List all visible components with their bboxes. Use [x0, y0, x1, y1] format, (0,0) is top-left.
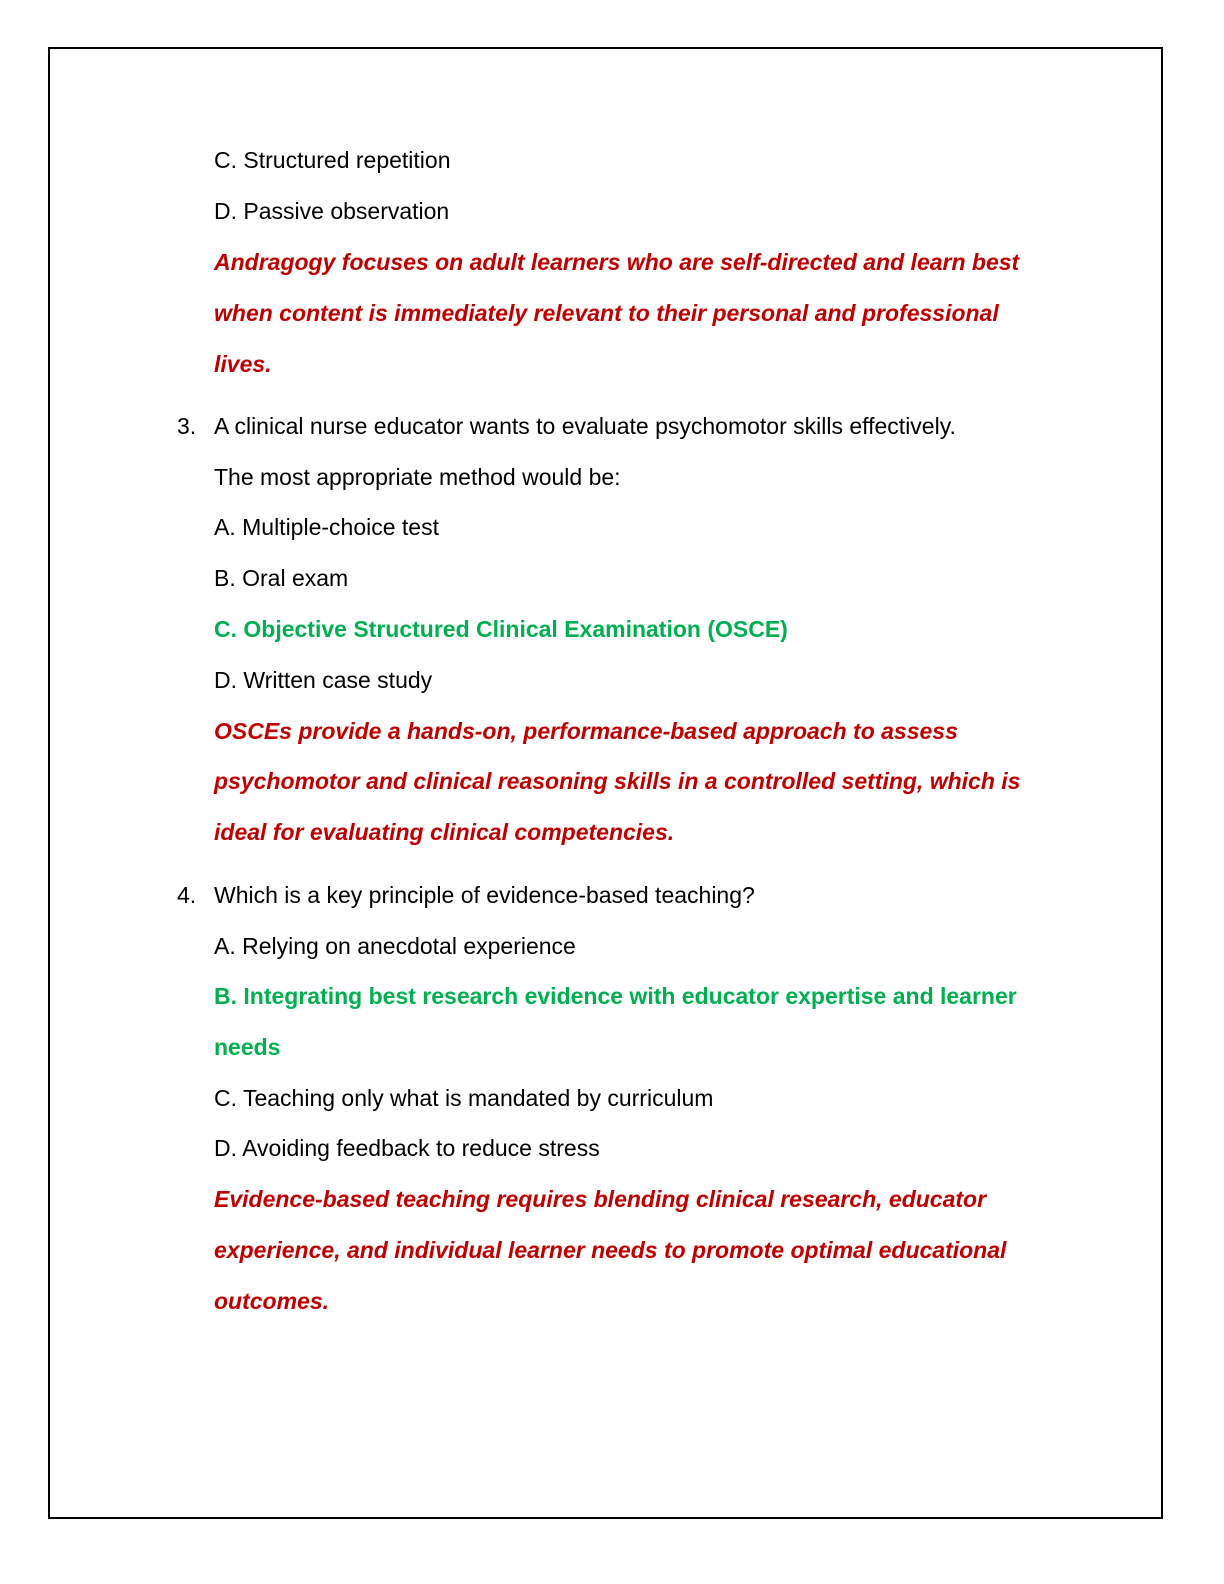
- q4-number: 4.: [177, 882, 197, 908]
- q3-option-a: A. Multiple-choice test: [214, 514, 439, 540]
- q3-option-c-correct: C. Objective Structured Clinical Examination (OSCE): [214, 616, 788, 642]
- q4-option-d: D. Avoiding feedback to reduce stress: [214, 1135, 600, 1161]
- q2-option-d: D. Passive observation: [214, 198, 450, 224]
- q4-rationale-line-2: experience, and individual learner needs to promote optimal educational: [214, 1237, 1007, 1263]
- q4-option-b-correct-line-1: B. Integrating best research evidence with educator expertise and learner: [214, 983, 1017, 1009]
- q4-option-b-correct-line-2: needs: [214, 1034, 281, 1060]
- q2-rationale-line-3: lives.: [214, 351, 272, 377]
- q4-option-c: C. Teaching only what is mandated by curriculum: [214, 1085, 714, 1111]
- q4-rationale-line-1: Evidence-based teaching requires blending clinical research, educator: [214, 1186, 987, 1212]
- q3-rationale-line-3: ideal for evaluating clinical competencies.: [214, 819, 675, 845]
- q3-option-d: D. Written case study: [214, 667, 433, 693]
- q2-rationale-line-2: when content is immediately relevant to their personal and professional: [214, 300, 999, 326]
- q3-stem-line-2: The most appropriate method would be:: [214, 464, 621, 490]
- q4-option-a: A. Relying on anecdotal experience: [214, 933, 576, 959]
- q4-stem: Which is a key principle of evidence-based teaching?: [214, 882, 755, 908]
- q2-option-c: C. Structured repetition: [214, 147, 451, 173]
- q3-rationale-line-1: OSCEs provide a hands-on, performance-based approach to assess: [214, 718, 958, 744]
- q3-number: 3.: [177, 413, 197, 439]
- q3-rationale-line-2: psychomotor and clinical reasoning skills in a controlled setting, which is: [214, 768, 1021, 794]
- q3-stem-line-1: A clinical nurse educator wants to evaluate psychomotor skills effectively.: [214, 413, 956, 439]
- q3-option-b: B. Oral exam: [214, 565, 349, 591]
- q2-rationale-line-1: Andragogy focuses on adult learners who are self-directed and learn best: [214, 249, 1020, 275]
- q4-rationale-line-3: outcomes.: [214, 1288, 330, 1314]
